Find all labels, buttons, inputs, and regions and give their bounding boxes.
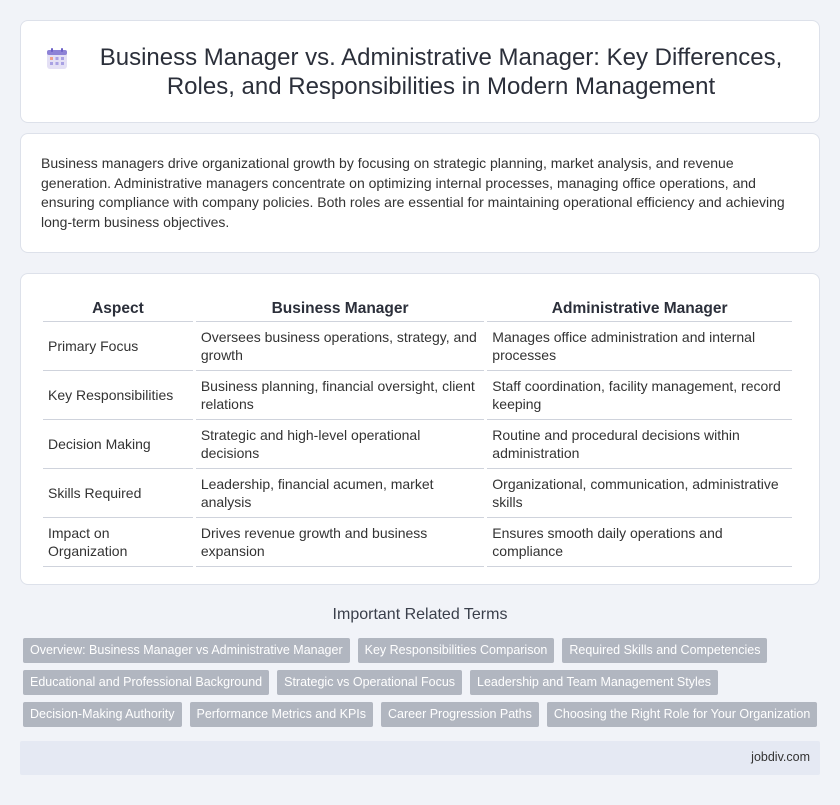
intro-card <box>20 133 820 253</box>
column-header-aspect: Aspect <box>43 294 193 322</box>
table-cell: Business planning, financial oversight, client relations <box>196 371 484 420</box>
related-terms-row <box>23 638 823 663</box>
table-cell: Manages office administration and internal processes <box>487 322 792 371</box>
table-cell: Leadership, financial acumen, market analysis <box>196 469 484 518</box>
related-term-tag[interactable]: Strategic vs Operational Focus <box>277 670 462 695</box>
footer-site-link[interactable]: jobdiv.com <box>751 750 810 764</box>
table-cell: Ensures smooth daily operations and compliance <box>487 518 792 567</box>
table-cell: Decision Making <box>43 420 193 469</box>
table-cell: Skills Required <box>43 469 193 518</box>
related-term-tag[interactable]: Performance Metrics and KPIs <box>190 702 374 727</box>
related-terms-row <box>23 702 823 727</box>
title-card <box>20 20 820 123</box>
related-terms-heading: Important Related Terms <box>332 606 508 623</box>
comparison-card <box>20 273 820 585</box>
footer <box>20 741 820 775</box>
page-title: Business Manager vs. Administrative Manager: Key Differences, Roles, and Responsibilities in Modern Management <box>99 43 783 100</box>
table-row <box>43 469 792 518</box>
table-row <box>43 371 792 420</box>
related-term-tag[interactable]: Leadership and Team Management Styles <box>470 670 718 695</box>
table-cell: Routine and procedural decisions within administration <box>487 420 792 469</box>
intro-text: Business managers drive organizational growth by focusing on strategic planning, market analysis, and revenue generation. Administrative managers concentrate on optimizing internal processes, managing office operations, and ensuring compliance with company policies. Both roles are essential for maintaining operational efficiency and achieving long-term business objectives. <box>41 155 785 230</box>
table-row <box>43 518 792 567</box>
comparison-table <box>40 294 795 567</box>
table-cell: Staff coordination, facility management, record keeping <box>487 371 792 420</box>
table-row <box>43 420 792 469</box>
table-cell: Drives revenue growth and business expansion <box>196 518 484 567</box>
related-term-tag[interactable]: Overview: Business Manager vs Administrative Manager <box>23 638 350 663</box>
related-term-tag[interactable]: Educational and Professional Background <box>23 670 269 695</box>
table-cell: Strategic and high-level operational decisions <box>196 420 484 469</box>
table-header-row <box>43 294 792 322</box>
table-cell: Primary Focus <box>43 322 193 371</box>
table-cell: Impact on Organization <box>43 518 193 567</box>
column-header-business-manager: Business Manager <box>196 294 484 322</box>
related-term-tag[interactable]: Key Responsibilities Comparison <box>358 638 555 663</box>
related-terms-row <box>23 670 823 695</box>
column-header-administrative-manager: Administrative Manager <box>487 294 792 322</box>
table-cell: Key Responsibilities <box>43 371 193 420</box>
related-term-tag[interactable]: Choosing the Right Role for Your Organization <box>547 702 817 727</box>
calendar-grid-icon <box>45 47 69 71</box>
related-term-tag[interactable]: Decision-Making Authority <box>23 702 182 727</box>
table-row <box>43 322 792 371</box>
table-cell: Organizational, communication, administrative skills <box>487 469 792 518</box>
related-term-tag[interactable]: Required Skills and Competencies <box>562 638 767 663</box>
table-cell: Oversees business operations, strategy, and growth <box>196 322 484 371</box>
related-term-tag[interactable]: Career Progression Paths <box>381 702 539 727</box>
